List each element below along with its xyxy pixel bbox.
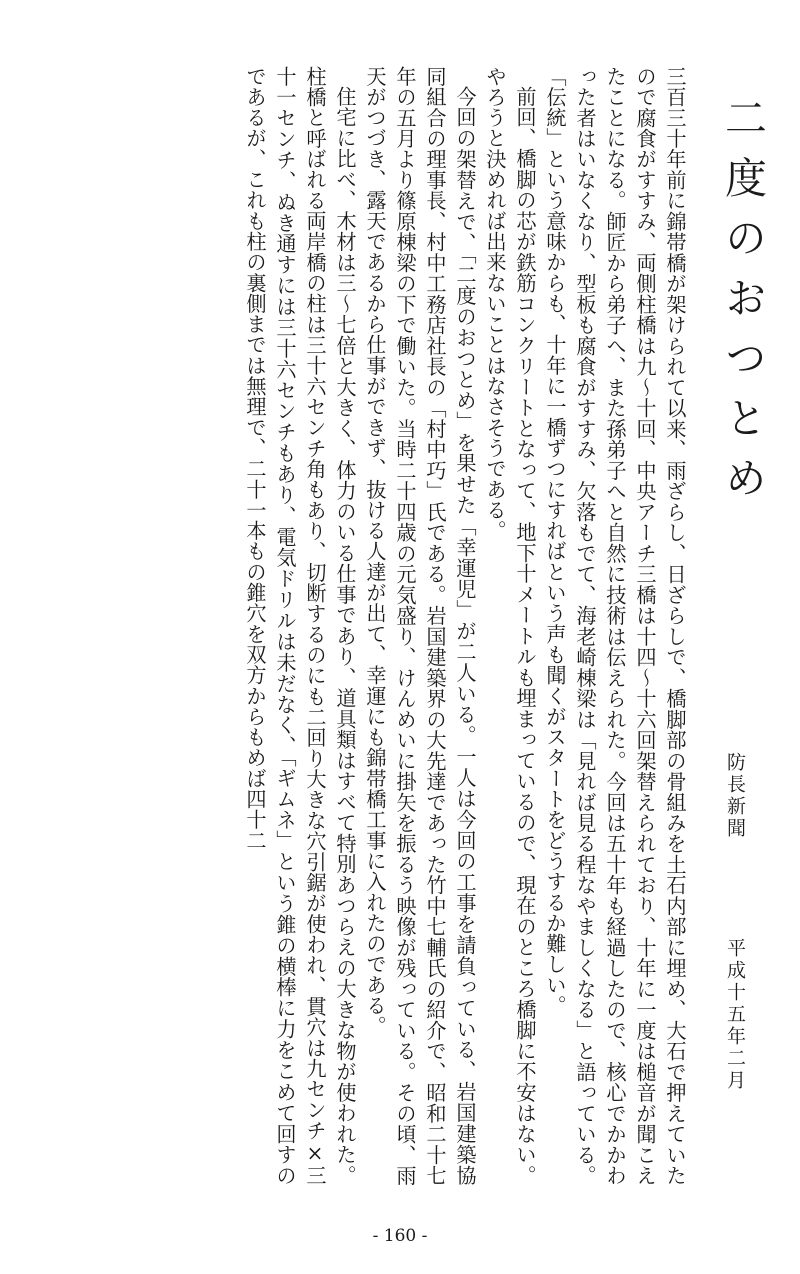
article-title: 二度のおつとめ bbox=[719, 96, 768, 516]
paragraph: 住宅に比べ、木材は三〜七倍と大きく、体力のいる仕事であり、道具類はすべて特別あつらえの大きな物が使われた。柱橋と呼ばれる両岸橋の柱は三十六センチ角もあり、切断するのにも二回り大きな穴引鋸が使われ、貫穴は九センチ×三十一センチ、ぬき通すには三十六センチもあり、電気ドリルは未だなく、「ギムネ」という錐の横棒に力をこめて回すのであるが、これも柱の裏側までは無理で、二十一本もの錐穴を双方からもめば四十二 bbox=[243, 66, 357, 1186]
publication-date: 平成十五年二月 bbox=[724, 938, 746, 1092]
publisher-name: 防長新聞 bbox=[724, 752, 746, 840]
paragraph: 今回の架替えで、「二度のおつとめ」を果せた「幸運児」が二人いる。一人は今回の工事を請負っている、岩国建築協同組合の理事長、村中工務店社長の「村中巧」氏である。岩国建築界の大先達であった竹中七輔氏の紹介で、昭和二十七年の五月より篠原棟梁の下で働いた。当時二十四歳の元気盛り、けんめいに掛矢を振るう映像が残っている。その頃、雨天がつづき、露天であるから仕事ができず、抜ける人達が出て、幸運にも錦帯橋工事に入れたのである。 bbox=[363, 66, 477, 1186]
paragraph: 前回、橋脚の芯が鉄筋コンクリートとなって、地下十メートルも埋まっているので、現在のところ橋脚に不安はない。やろうと決めれば出来ないことはなさそうである。 bbox=[483, 66, 537, 1186]
paragraph: 三百三十年前に錦帯橋が架けられて以来、雨ざらし、日ざらしで、橋脚部の骨組みを土石内部に埋め、大石で押えていたので腐食がすすみ、両側柱橋は九〜十回、中央アーチ三橋は十四〜十六回架替えられており、十年に一度は槌音が聞こえたことになる。師匠から弟子へ、また孫弟子へと自然に技術は伝えられた。今回は五十年も経過したので、核心でかかわった者はいなくなり、型板も腐食がすすみ、欠落もでて、海老崎棟梁は「見れば見る程なやましくなる」と語っている。「伝統」という意味からも、十年に一橋ずつにすればという声も聞くがスタートをどうするか難しい。 bbox=[543, 66, 687, 1186]
article-body bbox=[30, 66, 690, 1186]
page-number: - 160 - bbox=[372, 1226, 428, 1246]
